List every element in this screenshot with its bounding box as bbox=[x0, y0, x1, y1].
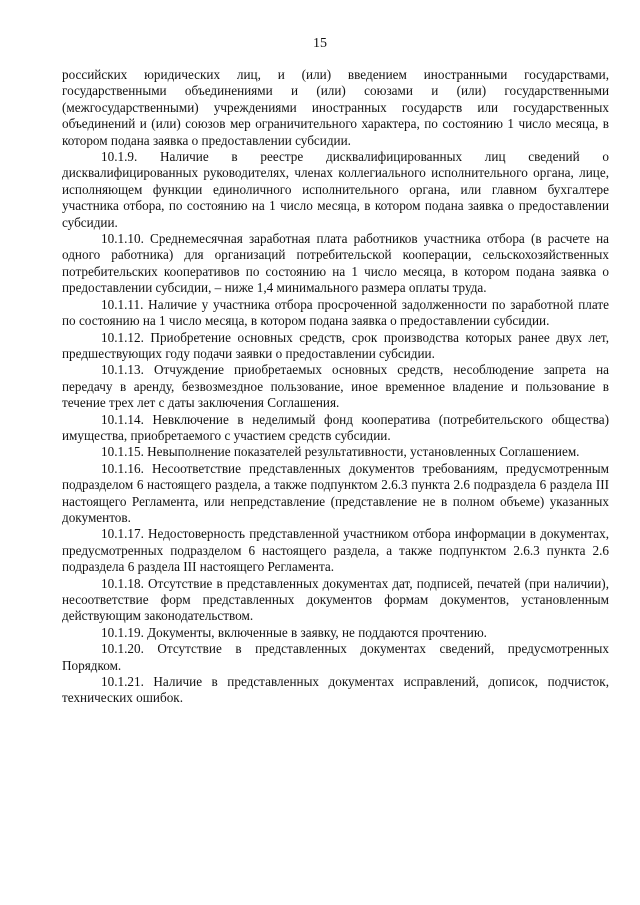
paragraph-10-1-11: 10.1.11. Наличие у участника отбора просроченной задолженности по заработной плате по состоянию на 1 число месяца, в котором подана заявка о предоставлении субсидии. bbox=[62, 296, 609, 329]
paragraph-10-1-14: 10.1.14. Невключение в неделимый фонд кооператива (потребительского общества) имущества, приобретаемого с участием средств субсидии. bbox=[62, 411, 609, 443]
paragraph-10-1-21: 10.1.21. Наличие в представленных документах исправлений, дописок, подчисток, технических ошибок. bbox=[62, 674, 609, 706]
paragraph-continuation: российских юридических лиц, и (или) введением иностранными государствами, государственными объединениями и (или) союзами и (или) государственными (межгосударственными) учреждениями иностранных государств или государственных объединений и (или) союзов мер ограничительного характера, по состоянию 1 число месяца, в котором подана заявка о предоставлении субсидии. bbox=[62, 67, 609, 148]
document-body bbox=[62, 67, 609, 707]
paragraph-10-1-20: 10.1.20. Отсутствие в представленных документах сведений, предусмотренных Порядком. bbox=[62, 641, 609, 673]
paragraph-10-1-19: 10.1.19. Документы, включенные в заявку, не поддаются прочтению. bbox=[101, 624, 487, 640]
paragraph-10-1-16: 10.1.16. Несоответствие представленных документов требованиям, предусмотренным подразделом 6 настоящего раздела, а также подпунктом 2.6.3 пункта 2.6 подраздела 6 раздела III настоящего Регламента, или непредставление (представление не в полном объеме) указанных документов. bbox=[62, 460, 609, 525]
page-number: 15 bbox=[313, 36, 327, 51]
paragraph-10-1-12: 10.1.12. Приобретение основных средств, срок производства которых ранее двух лет, предшествующих году подачи заявки о предоставлении субсидии. bbox=[62, 329, 609, 361]
paragraph-10-1-17: 10.1.17. Недостоверность представленной участником отбора информации в документах, предусмотренных подразделом 6 настоящего раздела, а также подпунктом 2.6.3 пункта 2.6 подраздела 6 раздела III настоящего Регламента. bbox=[62, 526, 609, 575]
paragraph-10-1-18: 10.1.18. Отсутствие в представленных документах дат, подписей, печатей (при наличии), несоответствие форм представленных документов формам документов, установленным действующим законодательством. bbox=[62, 575, 609, 624]
paragraph-10-1-10: 10.1.10. Среднемесячная заработная плата работников участника отбора (в расчете на одного работника) для организаций потребительской кооперации, сельскохозяйственных потребительских кооперативов по состоянию на 1 число месяца, в котором подана заявка о предоставлении субсидии, – ниже 1,4 минимального размера оплаты труда. bbox=[62, 231, 609, 296]
paragraph-10-1-13: 10.1.13. Отчуждение приобретаемых основных средств, несоблюдение запрета на передачу в аренду, безвозмездное пользование, иное временное владение и пользование в течение трех лет с даты заключения Соглашения. bbox=[62, 362, 609, 411]
paragraph-10-1-9: 10.1.9. Наличие в реестре дисквалифицированных лиц сведений о дисквалифицированных руководителях, членах коллегиального исполнительного органа, лице, исполняющем функции единоличного исполнительного органа, или главном бухгалтере участника отбора, по состоянию на 1 число месяца, в котором подана заявка о предоставлении субсидии. bbox=[62, 149, 609, 230]
paragraph-10-1-15: 10.1.15. Невыполнение показателей результативности, установленных Соглашением. bbox=[101, 444, 580, 460]
